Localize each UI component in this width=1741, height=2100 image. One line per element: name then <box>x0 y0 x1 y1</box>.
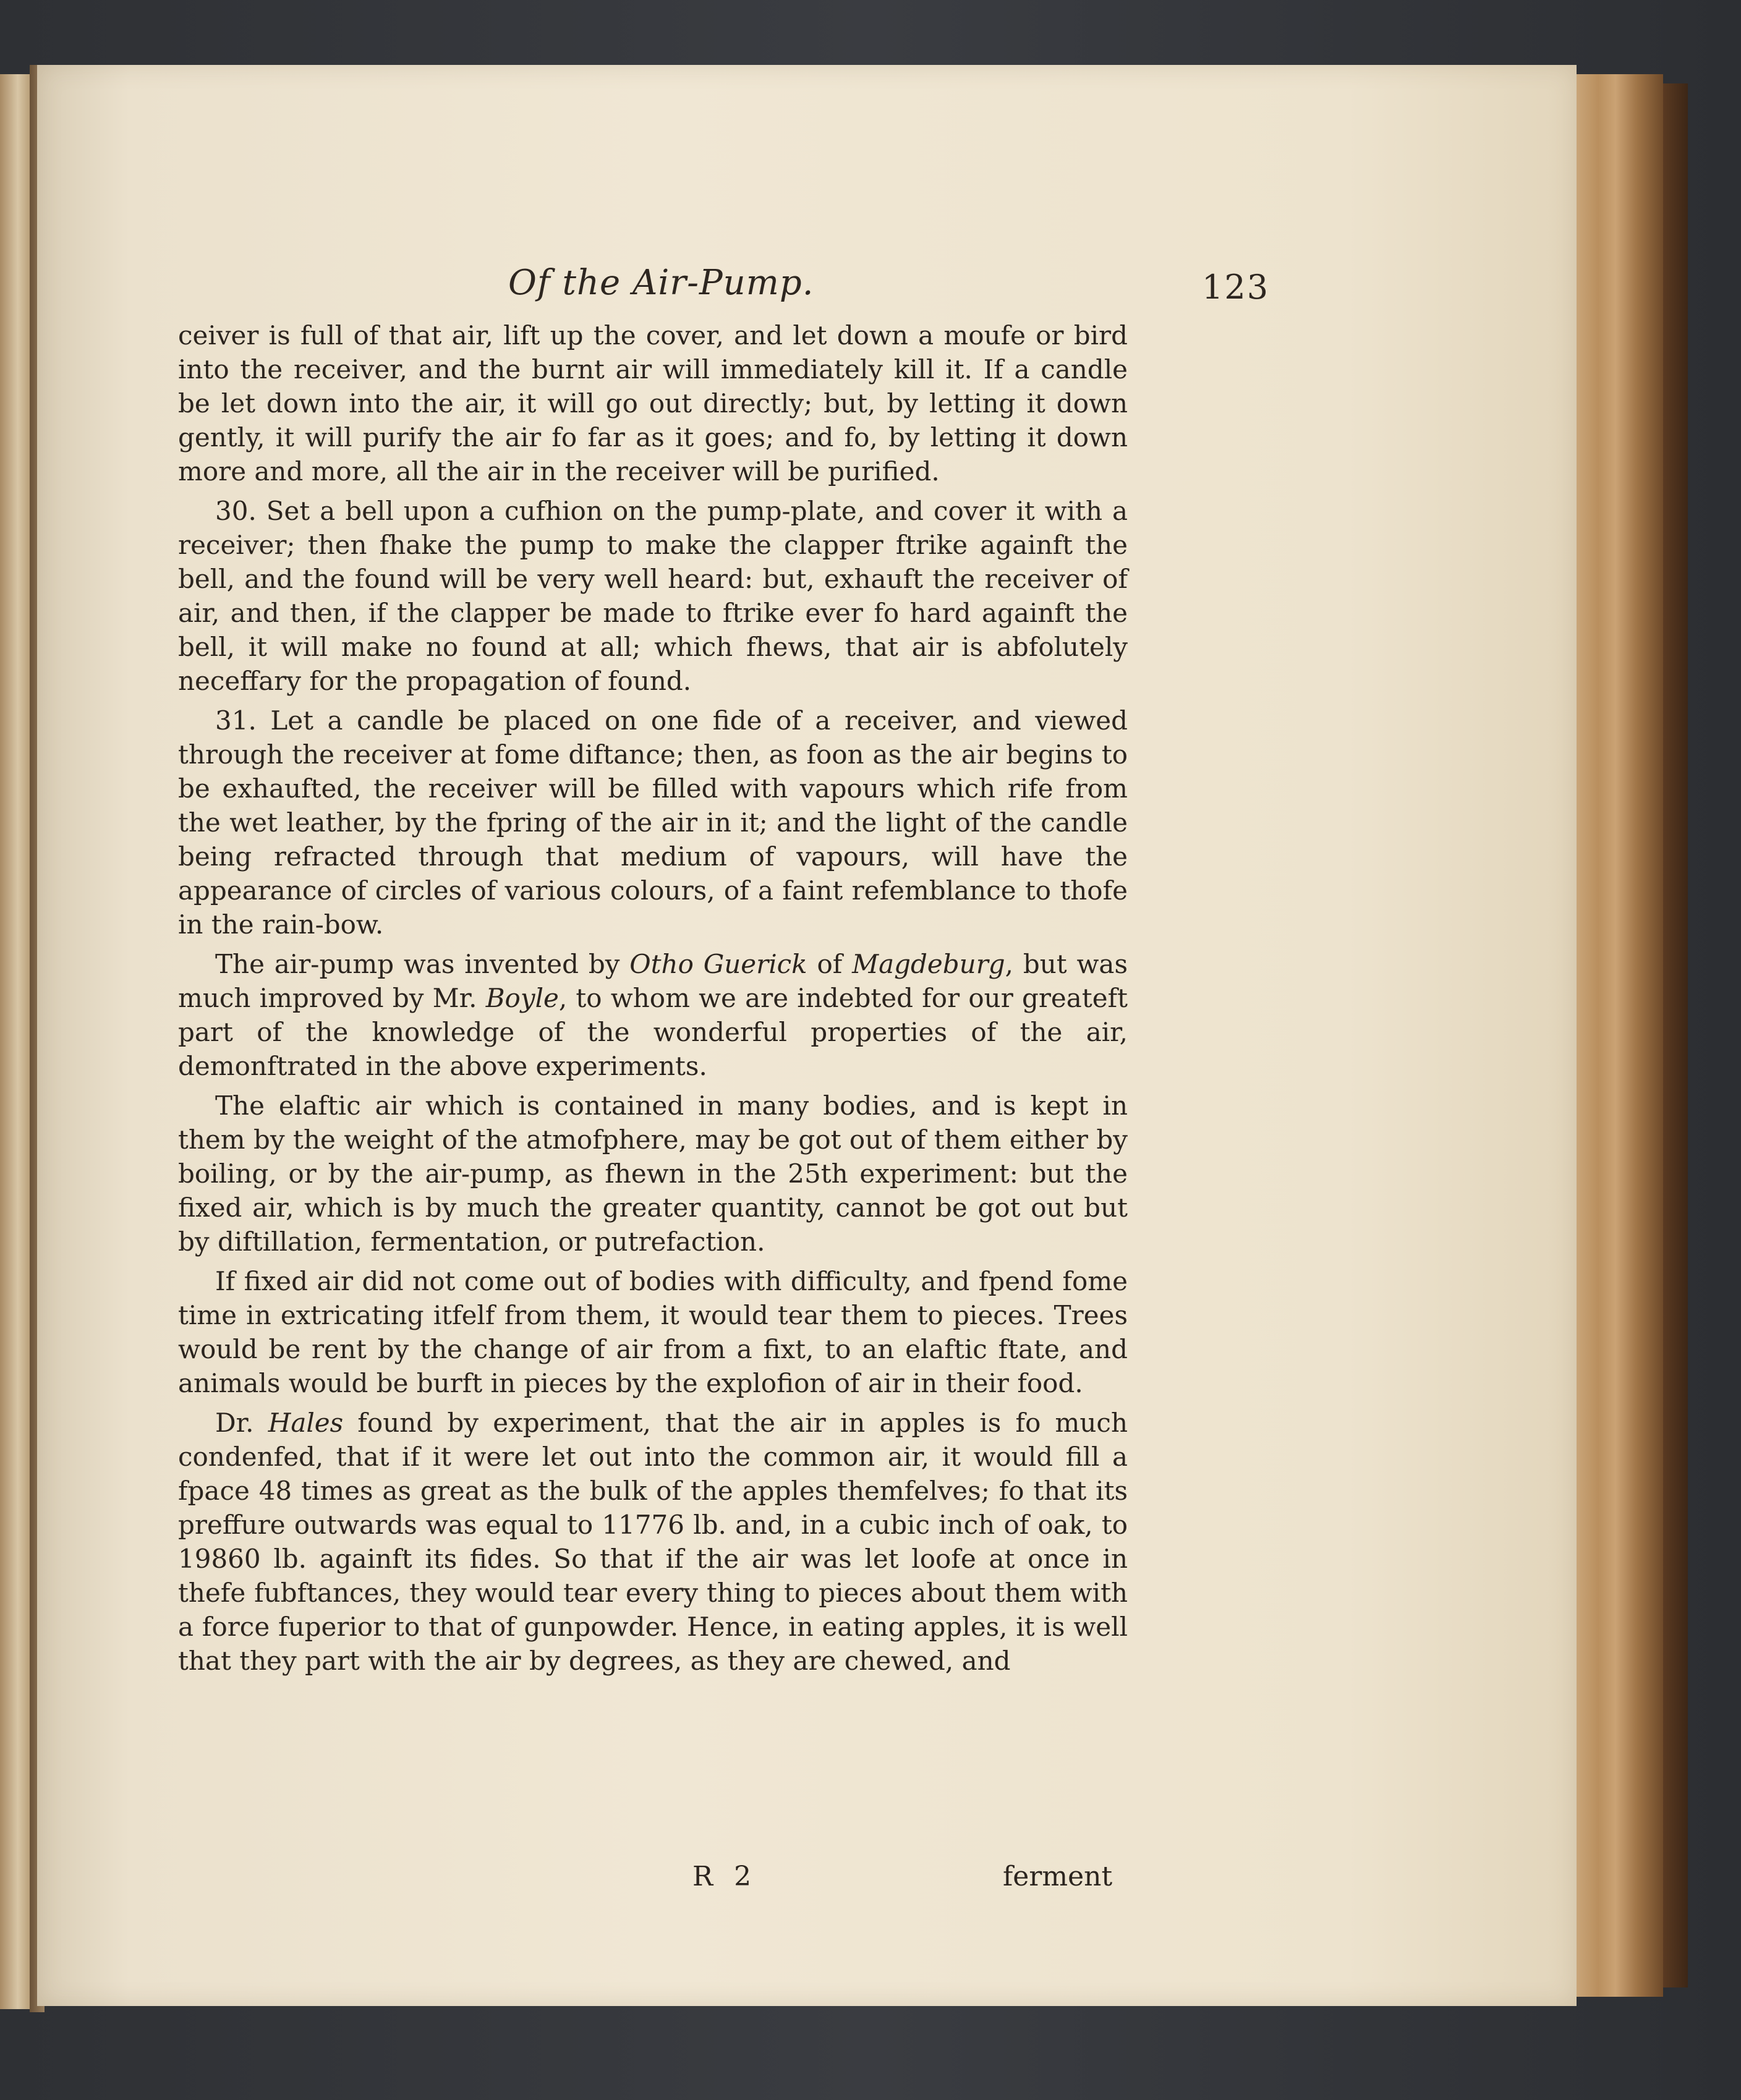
page-fore-edge <box>1577 74 1663 1997</box>
hales-text-rest: found by experiment, that the air in apples is fo much condenfed, that if it were let out into the common air, it would fill a fpace 48 times as great as the bulk of the apples themfelves; fo that its preffure outwards was equal to 11776 lb. and, in a cubic inch of oak, to 19860 lb. againft its fides. So that if the air was let loofe at once in thefe fubftances, they would tear every thing to pieces about them with a force fuperior to that of gunpowder. Hence, in eating apples, it is well that they part with the air by degrees, as they are chewed, and <box>178 1408 1128 1676</box>
paragraph-fixed-air: If fixed air did not come out of bodies with difficulty, and fpend fome time in extricating itfelf from them, it would tear them to pieces. Trees would be rent by the change of air from a fixt, to an elaftic ftate, and animals would be burft in pieces by the explofion of air in their food. <box>178 1266 1128 1398</box>
page-title: Of the Air-Pump. <box>508 263 814 303</box>
paragraph-experiment-31: 31. Let a candle be placed on one fide of a receiver, and viewed through the receiver at fome diftance; then, as foon as the air begins to be exhaufted, the receiver will be filled with vapours which rife from the wet leather, by the fpring of the air in it; and the light of the candle being refracted through that medium of vapours, will have the appearance of circles of various colours, of a faint refemblance to thofe in the rain-bow. <box>178 705 1128 940</box>
catchword: ferment <box>1003 1861 1113 1892</box>
improver-name: Boyle <box>485 983 559 1013</box>
invention-text-after: , but was much improved by Mr. <box>178 949 1128 1013</box>
paragraph-elastic-air: The elaftic air which is contained in many bodies, and is kept in them by the weight of the atmofphere, may be got out of them either by boiling, or by the air-pump, as fhewn in the 25th experiment: but the fixed air, which is by much the greater quantity, cannot be got out but by diftillation, fermentation, or putrefaction. <box>178 1090 1128 1257</box>
signature-mark: R 2 <box>692 1861 758 1892</box>
invention-text-before: The air-pump was invented by <box>215 949 630 979</box>
running-head <box>0 263 1741 306</box>
invention-place: Magdeburg <box>852 949 1005 979</box>
hales-text-before: Dr. <box>215 1408 268 1438</box>
inventor-name: Otho Guerick <box>629 949 807 979</box>
body-text <box>178 318 1128 1683</box>
paragraph-invention <box>178 947 1128 1083</box>
paragraph-experiment-30: 30. Set a bell upon a cufhion on the pump-plate, and cover it with a receiver; then fhake the pump to make the clapper ftrike againft the bell, and the found will be very well heard: but, exhauft the receiver of air, and then, if the clapper be made to ftrike ever fo hard againft the bell, it will make no found at all; which fhews, that air is abfolutely neceffary for the propagation of found. <box>178 496 1128 696</box>
hales-name: Hales <box>268 1408 344 1438</box>
invention-text-end: , to whom we are indebted for our greateft part of the knowledge of the wonderful properties of the air, demonftrated in the above experiments. <box>178 983 1128 1081</box>
paragraph-hales <box>178 1406 1128 1678</box>
paragraph-receiver-continuation: ceiver is full of that air, lift up the cover, and let down a moufe or bird into the receiver, and the burnt air will immediately kill it. If a candle be let down into the air, it will go out directly; but, by letting it down gently, it will purify the air fo far as it goes; and fo, by letting it down more and more, all the air in the receiver will be purified. <box>178 320 1128 487</box>
book-cover-edge <box>1663 83 1688 1987</box>
left-page-edge <box>0 74 30 2009</box>
page-number: 123 <box>1202 268 1270 307</box>
invention-text-middle: of <box>807 949 853 979</box>
